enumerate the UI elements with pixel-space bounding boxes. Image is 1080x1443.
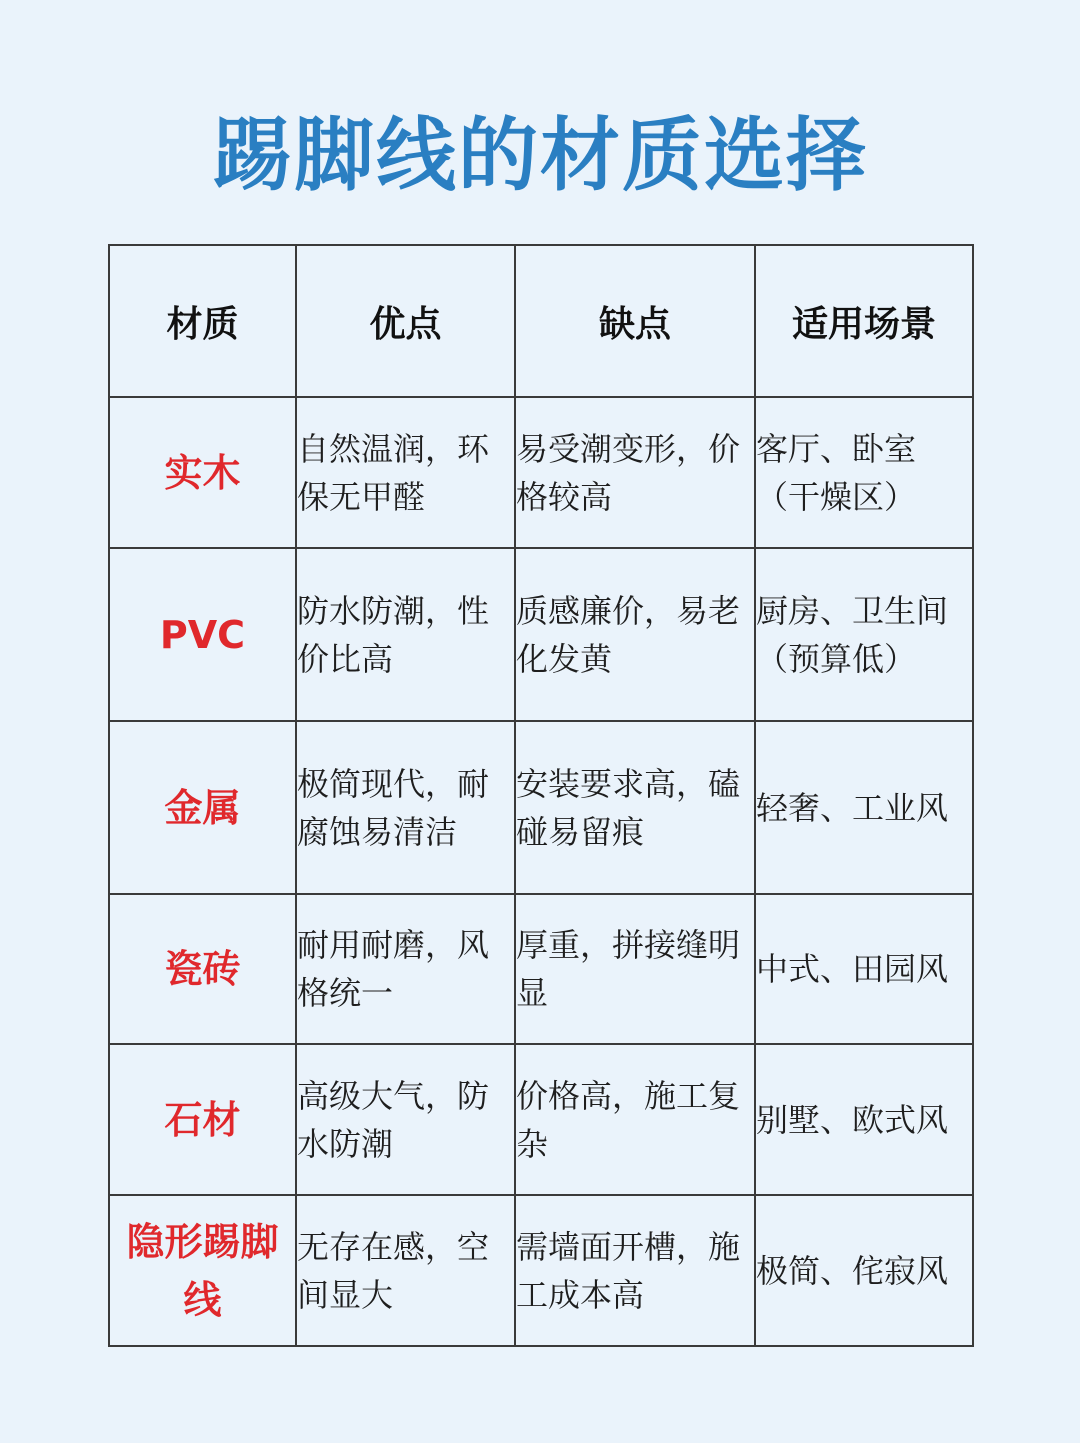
material-pros: 极简现代，耐腐蚀易清洁 (296, 721, 515, 894)
material-cons: 价格高，施工复杂 (515, 1044, 755, 1195)
material-name: 瓷砖 (109, 894, 296, 1044)
material-scene: 别墅、欧式风 (755, 1044, 973, 1195)
table-row (109, 1195, 973, 1346)
material-name: 实木 (109, 397, 296, 548)
table-row (109, 397, 973, 548)
header-pros: 优点 (296, 245, 515, 397)
material-cons: 质感廉价，易老化发黄 (515, 548, 755, 721)
material-scene: 轻奢、工业风 (755, 721, 973, 894)
table-row (109, 894, 973, 1044)
material-scene: 极简、侘寂风 (755, 1195, 973, 1346)
material-scene: 中式、田园风 (755, 894, 973, 1044)
table-header-row (109, 245, 973, 397)
material-pros: 高级大气，防水防潮 (296, 1044, 515, 1195)
header-cons: 缺点 (515, 245, 755, 397)
material-scene: 客厅、卧室（干燥区） (755, 397, 973, 548)
material-scene: 厨房、卫生间（预算低） (755, 548, 973, 721)
material-name: PVC (109, 548, 296, 721)
material-cons: 需墙面开槽，施工成本高 (515, 1195, 755, 1346)
material-cons: 易受潮变形，价格较高 (515, 397, 755, 548)
material-pros: 耐用耐磨，风格统一 (296, 894, 515, 1044)
table-row (109, 721, 973, 894)
material-pros: 防水防潮，性价比高 (296, 548, 515, 721)
materials-table (108, 244, 974, 1347)
page-title: 踢脚线的材质选择 (212, 109, 868, 202)
material-pros: 无存在感，空间显大 (296, 1195, 515, 1346)
table-row (109, 1044, 973, 1195)
material-name: 隐形踢脚线 (109, 1195, 296, 1346)
material-pros: 自然温润，环保无甲醛 (296, 397, 515, 548)
header-material: 材质 (109, 245, 296, 397)
material-cons: 安装要求高，磕碰易留痕 (515, 721, 755, 894)
header-scene: 适用场景 (755, 245, 973, 397)
material-name: 金属 (109, 721, 296, 894)
material-name: 石材 (109, 1044, 296, 1195)
material-cons: 厚重，拼接缝明显 (515, 894, 755, 1044)
table-row (109, 548, 973, 721)
